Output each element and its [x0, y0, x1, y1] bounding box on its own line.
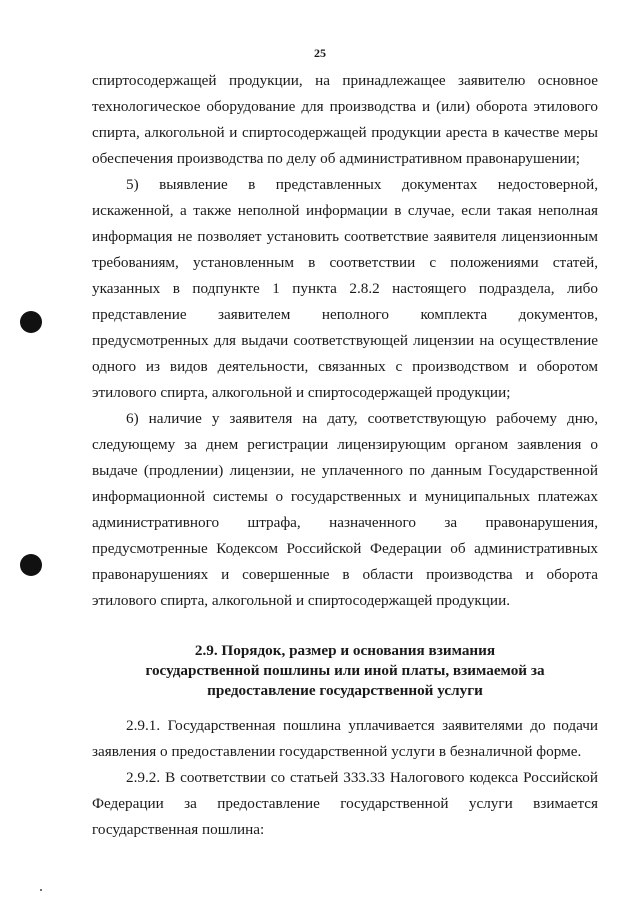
paragraph-item-6: 6) наличие у заявителя на дату, соответствующую рабочему дню, следующему за днем регистрации лицензирующим органом заявления о выдаче (продлении) лицензии, не уплаченного по данным Государственной информационной системы о государственных и муниципальных платежах административного штрафа, назначенного за правонарушения, предусмотренные Кодексом Российской Федерации об административных правонарушениях и совершенные в области производства и оборота этилового спирта, алкогольной и спиртосодержащей продукции. — [92, 410, 598, 609]
paragraph-2-9-2: 2.9.2. В соответствии со статьей 333.33 Налогового кодекса Российской Федерации за предоставление государственной услуги взимается государственная пошлина: — [92, 769, 598, 838]
section-heading-line-3: предоставление государственной услуги — [207, 682, 483, 699]
paragraph-2-9-1: 2.9.1. Государственная пошлина уплачивается заявителями до подачи заявления о предоставлении государственной услуги в безналичной форме. — [92, 717, 598, 760]
section-text-block — [92, 713, 598, 843]
paragraph-item-5: 5) выявление в представленных документах недостоверной, искаженной, а также неполной информации в случае, если такая неполная информация не позволяет установить соответствие заявителя лицензионным требованиям, установленным в соответствии с положениями статей, указанных в подпункте 1 пункта 2.8.2 настоящего подраздела, либо представление заявителем неполного комплекта документов, предусмотренных для выдачи соответствующей лицензии на осуществление одного из видов деятельности, связанных с производством и оборотом этилового спирта, алкогольной и спиртосодержащей продукции; — [92, 176, 598, 401]
top-text-block — [92, 68, 598, 614]
margin-dot — [40, 889, 42, 891]
paragraph-continuation: спиртосодержащей продукции, на принадлежащее заявителю основное технологическое оборудование для производства и (или) оборота этилового спирта, алкогольной и спиртосодержащей продукции ареста в качестве меры обеспечения производства по делу об административном правонарушении; — [92, 72, 598, 167]
punch-hole-bottom — [20, 554, 42, 576]
page-number: 25 — [314, 46, 326, 60]
section-heading-line-1: 2.9. Порядок, размер и основания взимания — [194, 642, 496, 659]
section-heading — [92, 641, 598, 701]
section-heading-line-2: государственной пошлины или иной платы, взимаемой за — [145, 662, 545, 679]
punch-hole-top — [20, 311, 42, 333]
